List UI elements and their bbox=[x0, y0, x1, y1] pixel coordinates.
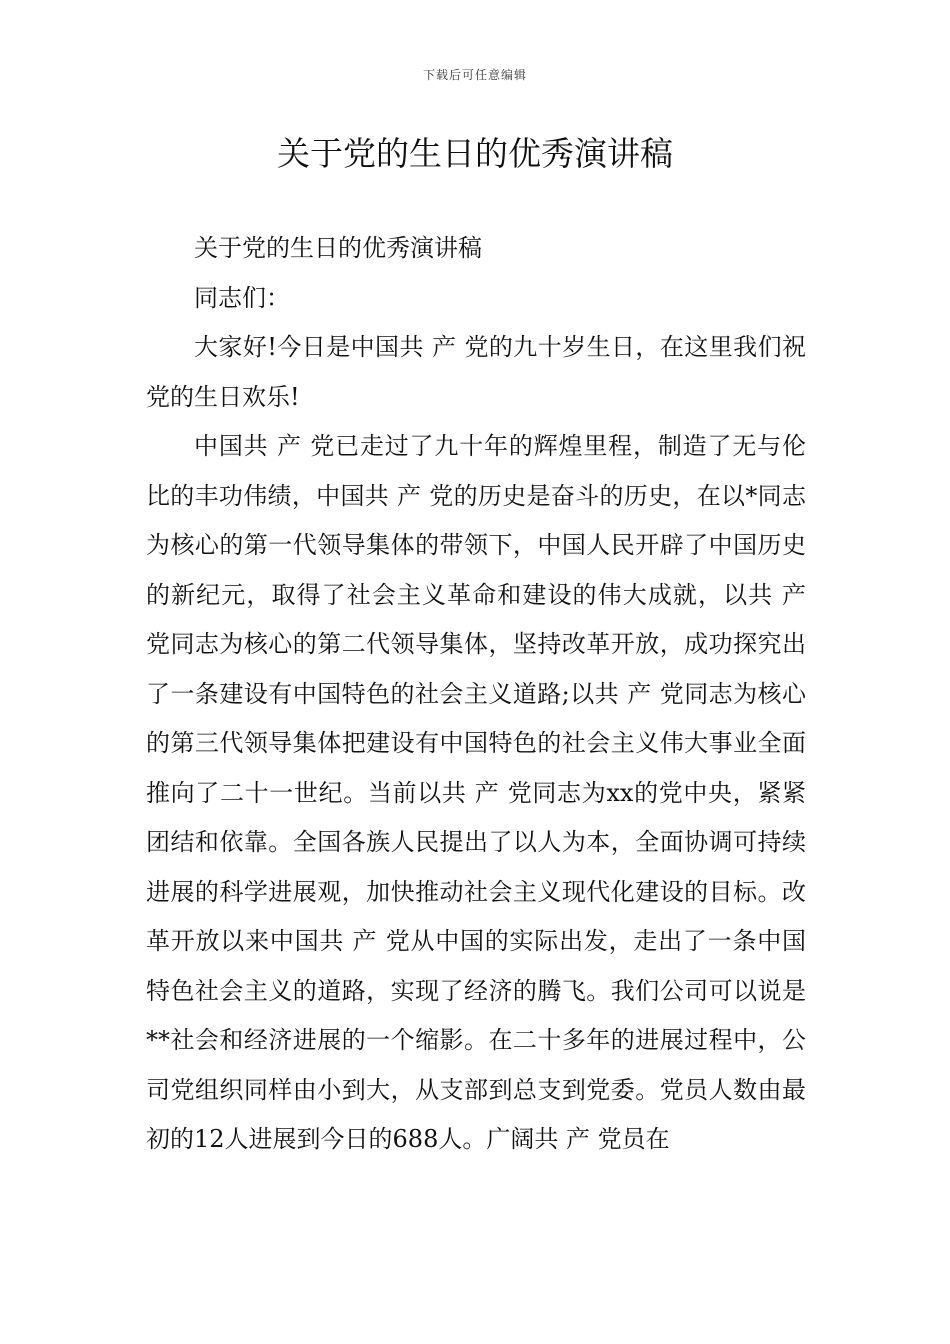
paragraph-main: 中国共 产 党已走过了九十年的辉煌里程，制造了无与伦比的丰功伟绩，中国共 产 党的历史是奋斗的历史，在以*同志为核心的第一代领导集体的带领下，中国人民开辟了中国历史的新纪元，取得了社会主义革命和建设的伟大成就，以共 产 党同志为核心的第二代领导集体，坚持改革开放，成功探究出了一条建设有中国特色的社会主义道路;以共 产 党同志为核心的第三代领导集体把建设有中国特色的社会主义伟大事业全面推向了二十一世纪。当前以共 产 党同志为xx的党中央，紧紧团结和依靠。全国各族人民提出了以人为本，全面协调可持续进展的科学进展观，加快推动社会主义现代化建设的目标。改革开放以来中国共 产 党从中国的实际出发，走出了一条中国特色社会主义的道路，实现了经济的腾飞。我们公司可以说是**社会和经济进展的一个缩影。在二十多年的进展过程中，公司党组织同样由小到大，从支部到总支到党委。党员人数由最初的12人进展到今日的688人。广阔共 产 党员在 bbox=[146, 432, 806, 1153]
document-title: 关于党的生日的优秀演讲稿 bbox=[277, 134, 673, 173]
document-body bbox=[146, 224, 806, 1165]
paragraph-subtitle: 关于党的生日的优秀演讲稿 bbox=[194, 234, 482, 262]
paragraph-salutation: 同志们： bbox=[194, 283, 290, 312]
paragraph-greeting: 大家好!今日是中国共 产 党的九十岁生日，在这里我们祝党的生日欢乐! bbox=[146, 333, 806, 411]
header-note: 下载后可任意编辑 bbox=[422, 68, 527, 82]
